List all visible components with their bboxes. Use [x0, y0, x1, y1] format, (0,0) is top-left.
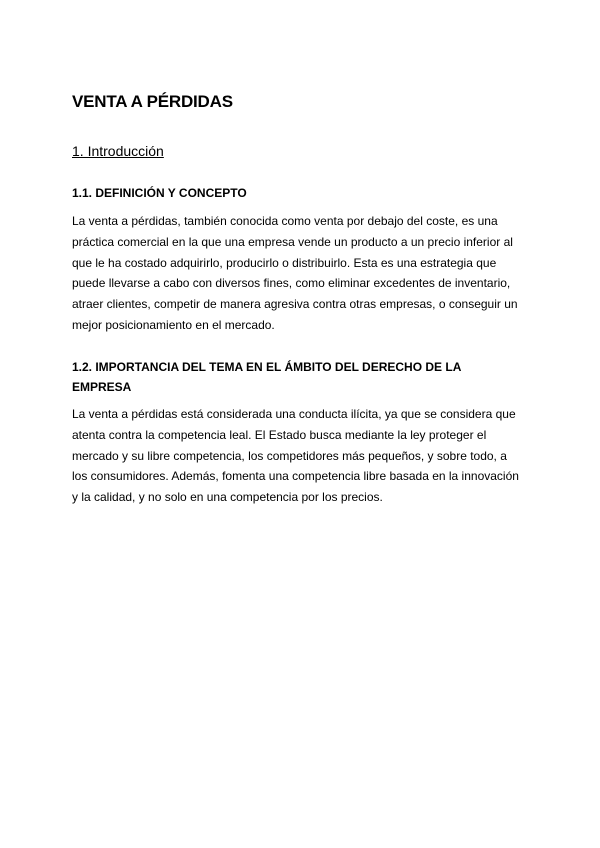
- document-title: VENTA A PÉRDIDAS: [72, 92, 233, 111]
- paragraph-importancia: [72, 404, 532, 508]
- paragraph-line: puede llevarse a cabo con diversos fines, como eliminar excedentes de inventario,: [72, 276, 511, 291]
- paragraph-line: mejor posicionamiento en el mercado.: [72, 317, 275, 332]
- paragraph-definicion: [72, 211, 532, 336]
- paragraph-line: La venta a pérdidas está considerada una conducta ilícita, ya que se considera que: [72, 407, 516, 421]
- paragraph-line: atenta contra la competencia leal. El Estado busca mediante la ley proteger el: [72, 427, 487, 442]
- paragraph-line: práctica comercial en la que una empresa vende un producto a un precio inferior al: [72, 234, 513, 249]
- paragraph-line: La venta a pérdidas, también conocida como venta por debajo del coste, es una: [72, 214, 498, 228]
- heading-line: EMPRESA: [72, 380, 132, 394]
- paragraph-line: que le ha costado adquirirlo, producirlo o distribuirlo. Esta es una estrategia que: [72, 255, 497, 270]
- paragraph-line: mercado y su libre competencia, los competidores más pequeños, y sobre todo, a: [72, 448, 507, 463]
- subsection-heading-importancia: [72, 357, 461, 397]
- paragraph-line: atraer clientes, competir de manera agresiva contra otras empresas, o conseguir un: [72, 297, 518, 312]
- section-heading-introduccion: 1. Introducción: [72, 143, 164, 159]
- heading-line: 1.2. IMPORTANCIA DEL TEMA EN EL ÁMBITO DEL DERECHO DE LA: [72, 360, 462, 374]
- paragraph-line: los consumidores. Además, fomenta una competencia libre basada en la innovación: [72, 469, 519, 484]
- subsection-heading-definicion: 1.1. DEFINICIÓN Y CONCEPTO: [72, 186, 247, 200]
- paragraph-line: y la calidad, y no solo en una competencia por los precios.: [72, 490, 383, 505]
